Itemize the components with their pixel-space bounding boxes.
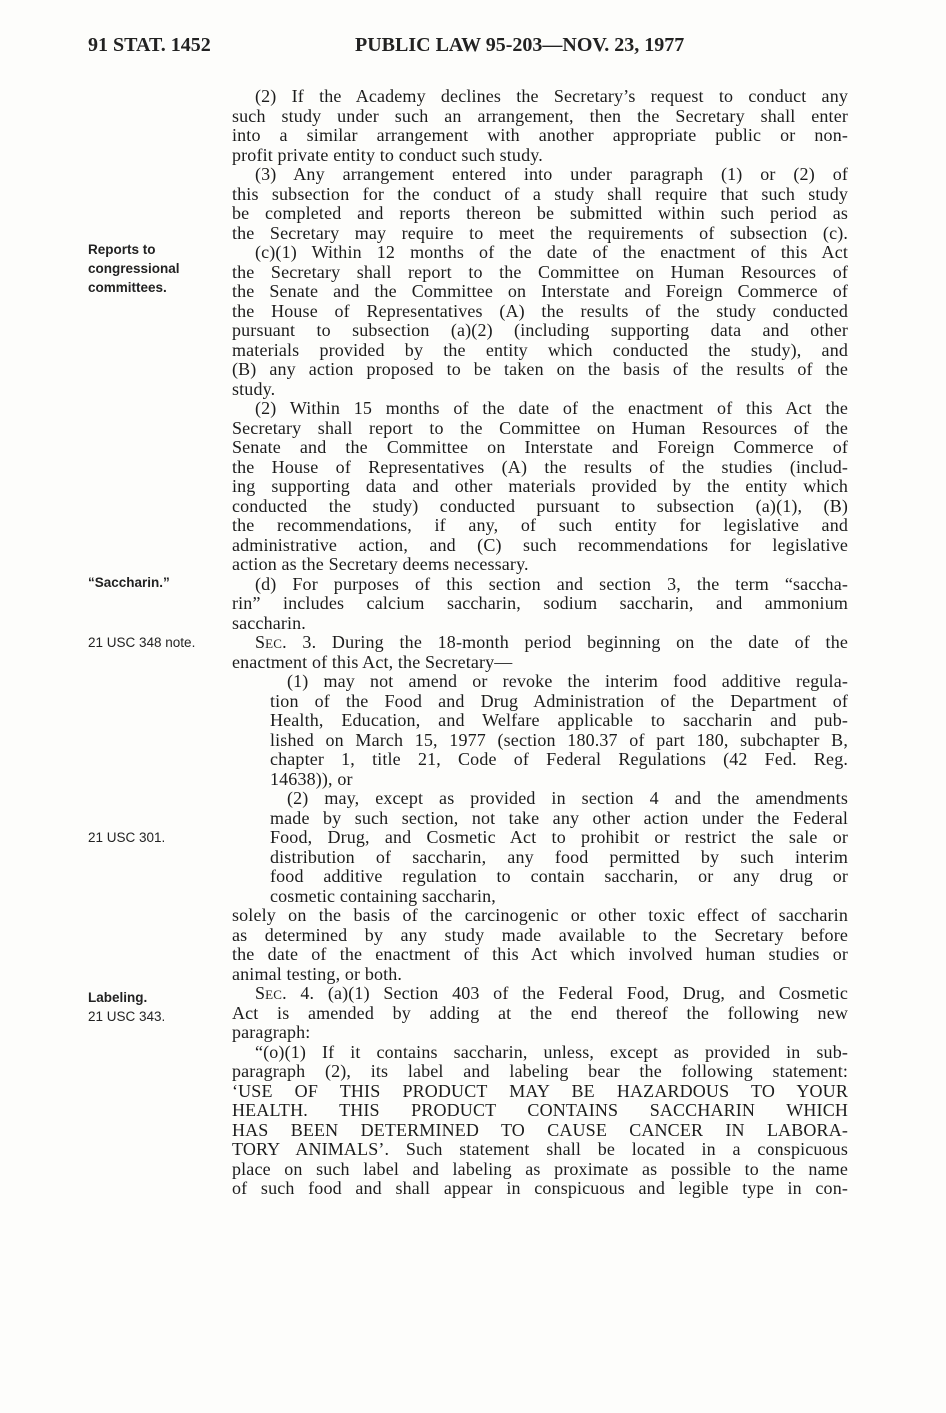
text-line: TORY ANIMALS’. Such statement shall be located in a conspicuous: [232, 1139, 848, 1159]
text-line: (d) For purposes of this section and section 3, the term “saccha-: [255, 573, 848, 594]
text-line: distribution of saccharin, any food permitted by such interim: [270, 846, 848, 867]
text-line: such study under such an arrangement, then the Secretary shall enter: [232, 105, 848, 126]
text-line: made by such section, not take any other action under the Federal: [270, 807, 848, 828]
text-line: place on such label and labeling as proximate as possible to the name: [232, 1158, 848, 1179]
text-line: “(o)(1) If it contains saccharin, unless, except as provided in sub-: [255, 1041, 848, 1062]
section-label: Sec.: [255, 983, 287, 1003]
text-line: ing supporting data and other materials provided by the entity which: [232, 476, 848, 496]
text-line: materials provided by the entity which conducted the study), and: [232, 339, 848, 360]
paragraph-b3: [232, 165, 848, 243]
margin-note-usc-348: 21 USC 348 note.: [88, 635, 196, 650]
text-line: study.: [232, 378, 276, 399]
text-line: chapter 1, title 21, Code of Federal Regulations (42 Fed. Reg.: [270, 749, 848, 769]
text-line: 14638)), or: [270, 768, 353, 789]
text-line: lished on March 15, 1977 (section 180.37 of part 180, subchapter B,: [270, 729, 848, 750]
text-line: paragraph:: [232, 1022, 311, 1042]
text-line: paragraph (2), its label and labeling bear the following statement:: [232, 1061, 848, 1081]
text-line: food additive regulation to contain saccharin, or any drug or: [270, 866, 848, 886]
page-stat-reference: 91 STAT. 1452: [88, 34, 211, 56]
text-line: (2) If the Academy declines the Secretary’s request to conduct any: [255, 86, 848, 106]
text-line: of such food and shall appear in conspicuous and legible type in con-: [232, 1178, 848, 1198]
text-line: (1) may not amend or revoke the interim food additive regula-: [287, 671, 848, 691]
text-line-content: 3. During the 18-month period beginning on the date of the: [286, 632, 848, 652]
warning-statement-line: HEALTH. THIS PRODUCT CONTAINS SACCHARIN WHICH: [232, 1100, 848, 1120]
body-text-column: [232, 87, 848, 1199]
paragraph-c2: [232, 399, 848, 575]
section-label: Sec.: [255, 632, 287, 652]
margin-note-usc-343: 21 USC 343.: [88, 1009, 166, 1024]
text-line: (2) Within 15 months of the date of the enactment of this Act the: [255, 398, 848, 418]
margin-note-reports-2: congressional: [88, 261, 180, 276]
text-line: action as the Secretary deems necessary.: [232, 554, 529, 574]
margin-note-reports-3: committees.: [88, 280, 167, 295]
text-line: the recommendations, if any, of such entity for legislative and: [232, 515, 848, 535]
paragraph-c1: [232, 243, 848, 399]
text-line: the Secretary may require to meet the requirements of subsection (c).: [232, 222, 848, 243]
text-line: animal testing, or both.: [232, 963, 403, 984]
section-3: [232, 633, 848, 984]
text-line: be completed and reports thereon be submitted within such period as: [232, 203, 848, 223]
text-line: [232, 984, 848, 1004]
text-line: conducted the study) conducted pursuant to subsection (a)(1), (B): [232, 495, 848, 516]
text-line: as determined by any study made available to the Secretary before: [232, 924, 848, 945]
margin-note-saccharin: “Saccharin.”: [88, 575, 170, 590]
margin-note-usc-301: 21 USC 301.: [88, 830, 166, 845]
margin-note-labeling: Labeling.: [88, 990, 148, 1005]
text-line: the Senate and the Committee on Interstate and Foreign Commerce of: [232, 281, 848, 301]
text-line: cosmetic containing saccharin,: [270, 885, 496, 906]
text-line: saccharin.: [232, 612, 306, 633]
text-line: enactment of this Act, the Secretary—: [232, 651, 513, 672]
warning-statement-line: HAS BEEN DETERMINED TO CAUSE CANCER IN LABORA-: [232, 1119, 848, 1140]
text-line: the House of Representatives (A) the results of the studies (includ-: [232, 456, 848, 477]
text-line: Health, Education, and Welfare applicable to saccharin and pub-: [270, 710, 848, 730]
text-line: into a similar arrangement with another appropriate public or non-: [232, 125, 848, 145]
text-line: tion of the Food and Drug Administration of the Department of: [270, 690, 848, 711]
text-line: this subsection for the conduct of a study shall require that such study: [232, 183, 848, 204]
text-line: Secretary shall report to the Committee on Human Resources of the: [232, 417, 848, 438]
text-line: profit private entity to conduct such study.: [232, 144, 543, 165]
text-line: the Secretary shall report to the Committee on Human Resources of: [232, 261, 848, 282]
text-line: Act is amended by adding at the end thereof the following new: [232, 1002, 848, 1023]
paragraph-d: [232, 575, 848, 634]
text-line: the date of the enactment of this Act which involved human studies or: [232, 944, 848, 964]
text-line: Food, Drug, and Cosmetic Act to prohibit or restrict the sale or: [270, 827, 848, 847]
text-line: (2) may, except as provided in section 4 and the amendments: [287, 788, 848, 808]
paragraph-b2: [232, 87, 848, 165]
margin-note-reports-1: Reports to: [88, 242, 156, 257]
text-line: pursuant to subsection (a)(2) (including supporting data and other: [232, 320, 848, 340]
text-line: administrative action, and (C) such recommendations for legislative: [232, 534, 848, 555]
section-4: [232, 984, 848, 1199]
running-head-law-title: PUBLIC LAW 95-203—NOV. 23, 1977: [355, 34, 685, 56]
text-line-content: 4. (a)(1) Section 403 of the Federal Food, Drug, and Cosmetic: [286, 983, 848, 1003]
text-line: the House of Representatives (A) the results of the study conducted: [232, 300, 848, 321]
text-line: [232, 633, 848, 653]
text-line: (B) any action proposed to be taken on the basis of the results of the: [232, 359, 848, 379]
warning-statement-line: ‘USE OF THIS PRODUCT MAY BE HAZARDOUS TO YOUR: [232, 1080, 848, 1101]
text-line: rin” includes calcium saccharin, sodium saccharin, and ammonium: [232, 593, 848, 613]
text-line: solely on the basis of the carcinogenic or other toxic effect of saccharin: [232, 905, 848, 925]
text-line: (3) Any arrangement entered into under paragraph (1) or (2) of: [255, 164, 848, 184]
text-line: (c)(1) Within 12 months of the date of the enactment of this Act: [255, 242, 848, 262]
text-line: Senate and the Committee on Interstate and Foreign Commerce of: [232, 437, 848, 457]
